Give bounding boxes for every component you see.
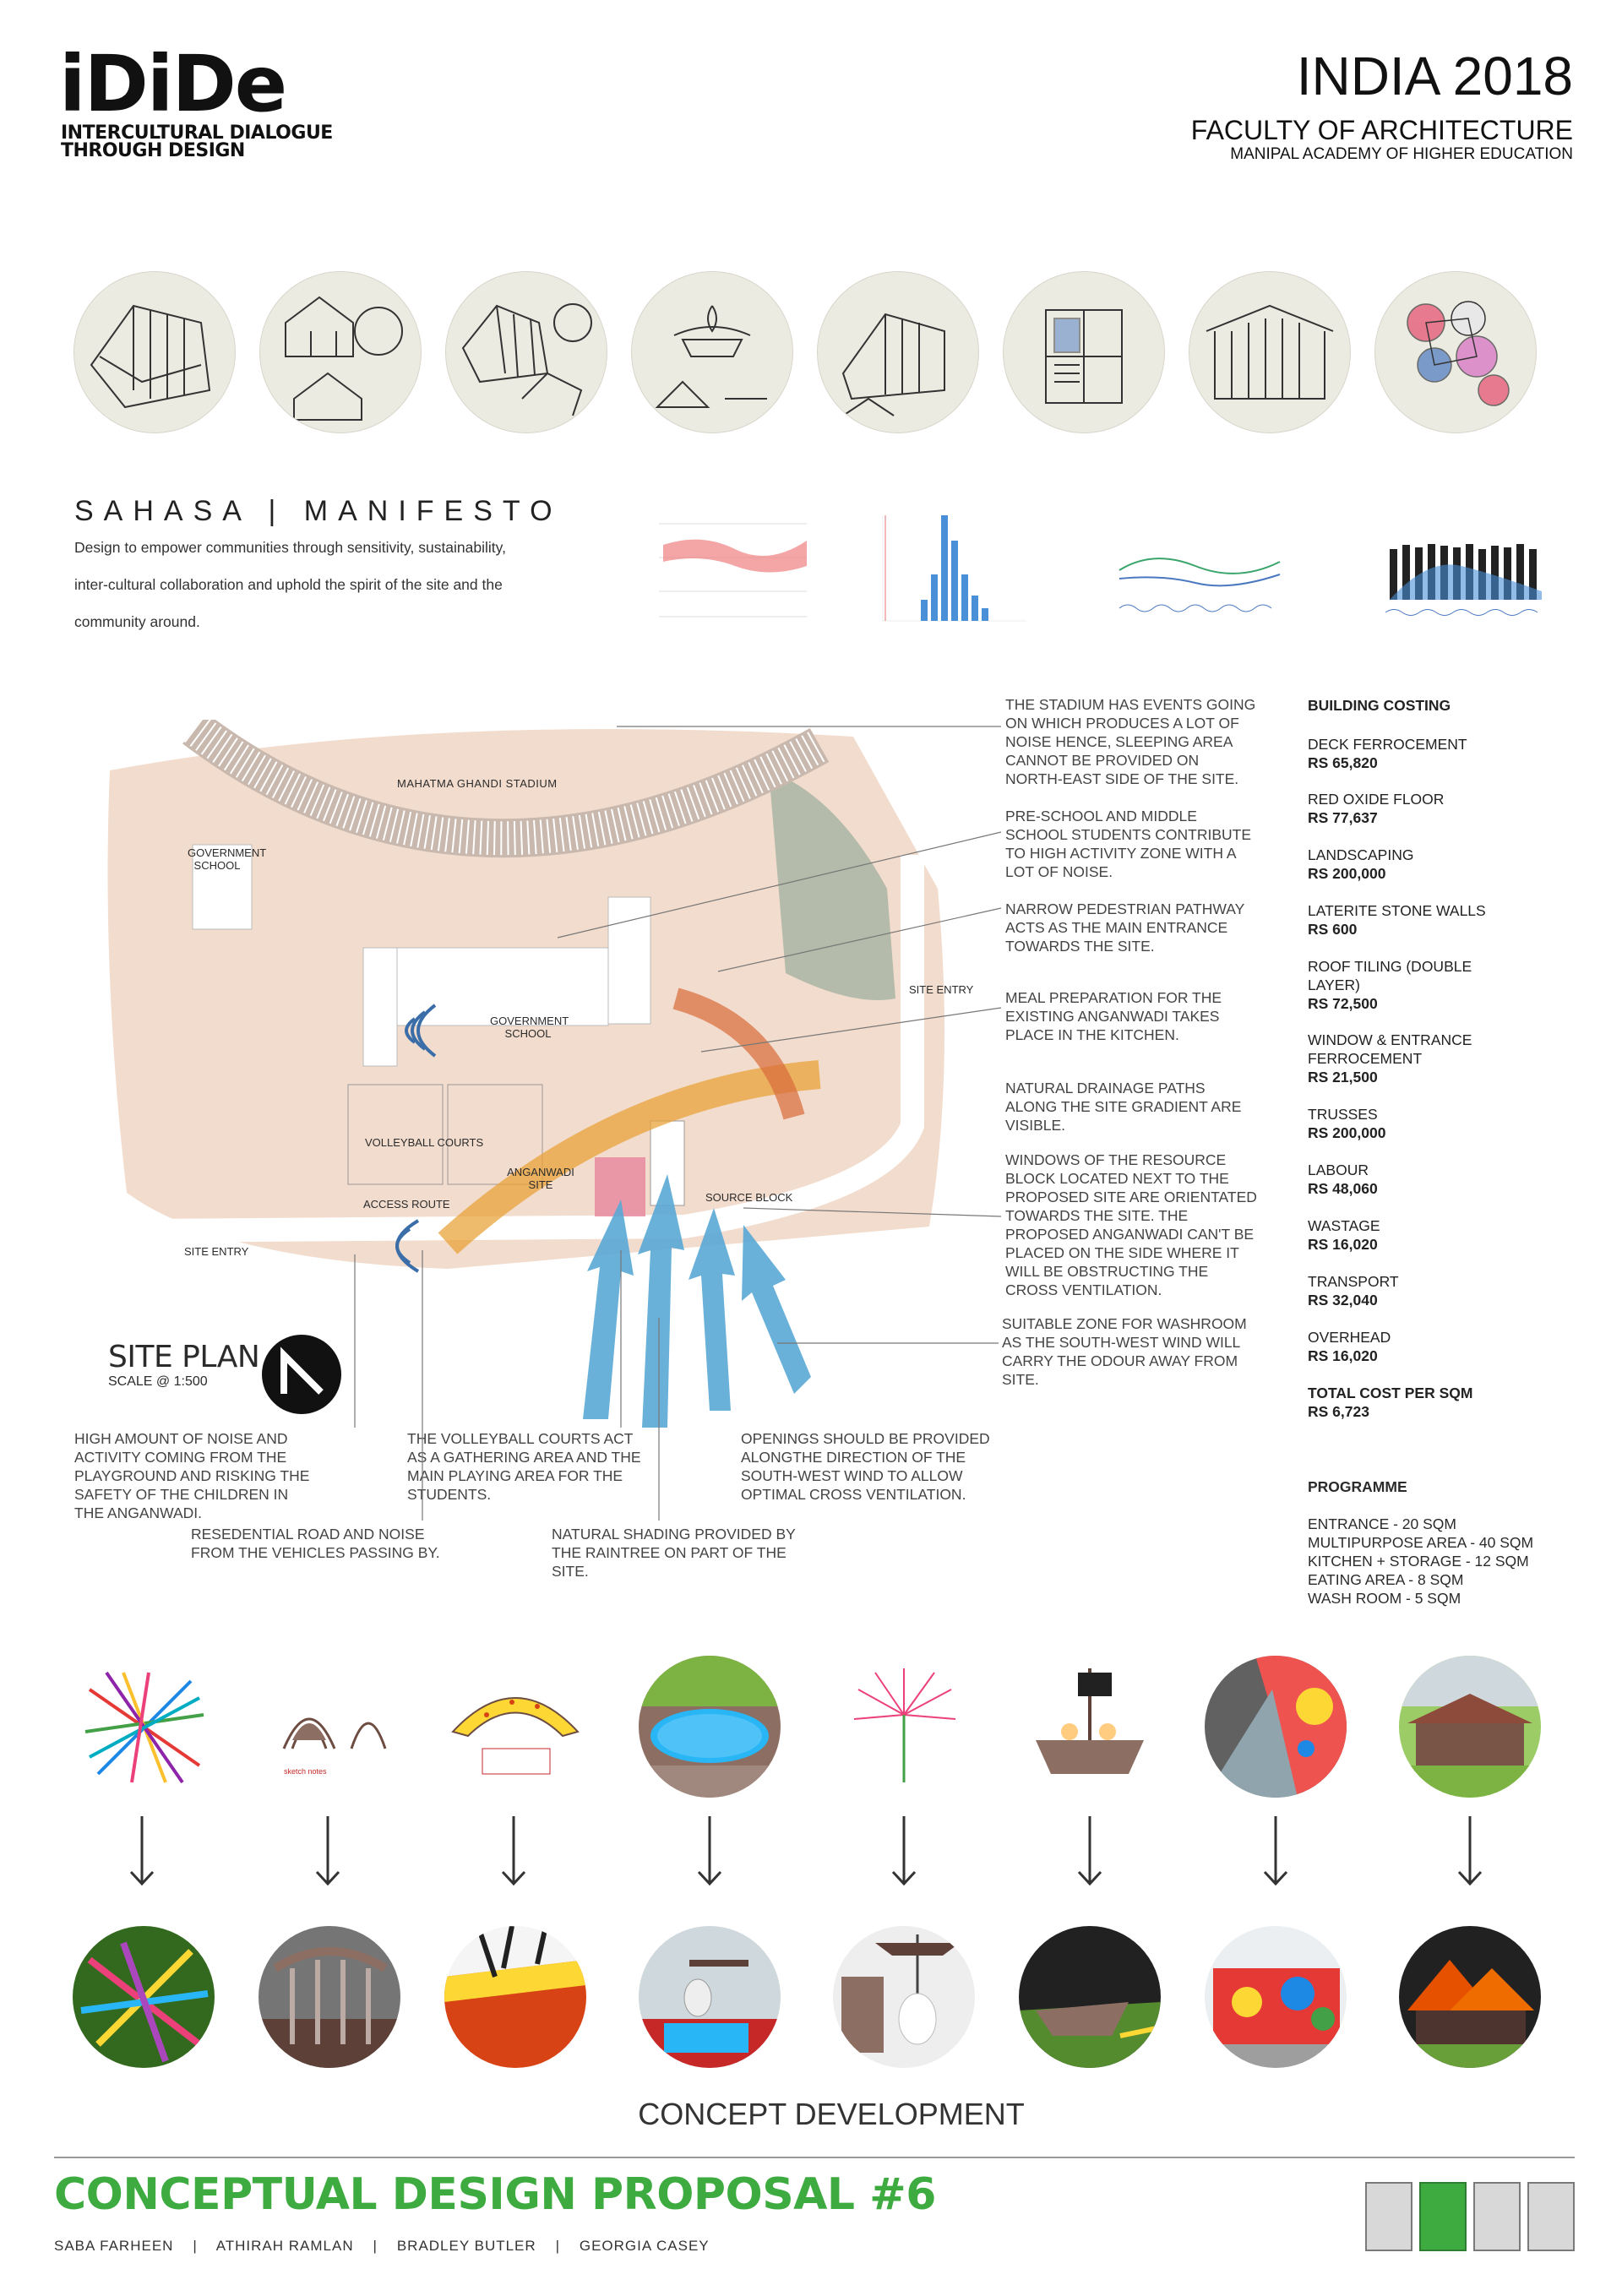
logo-mark: iDiDe (59, 39, 286, 129)
analysis-note: HIGH AMOUNT OF NOISE AND ACTIVITY COMING FROM THE PLAYGROUND AND RISKING THE SAFETY OF THE CHILDREN IN THE ANGANWADI. (74, 1430, 310, 1521)
footer-divider (54, 2157, 1575, 2158)
site-plan-scale: SCALE @ 1:500 (108, 1374, 208, 1389)
analysis-note: MEAL PREPARATION FOR THE EXISTING ANGANWADI TAKES PLACE IN THE KITCHEN. (1005, 989, 1222, 1043)
site-plan-title: SITE PLAN (108, 1340, 260, 1374)
header-faculty: FACULTY OF ARCHITECTURE (1190, 115, 1573, 145)
programme-title: PROGRAMME (1308, 1478, 1407, 1495)
cost-item (1308, 735, 1587, 772)
cost-value: RS 65,820 (1308, 754, 1378, 771)
cost-item (1308, 846, 1587, 883)
site-entry-label: SITE ENTRY (184, 1245, 249, 1258)
cost-label: WASTAGE (1308, 1217, 1380, 1234)
down-arrow-icon (0, 1816, 1622, 1892)
concept-inspiration-circle (1019, 1656, 1161, 1798)
proposal-title: CONCEPTUAL DESIGN PROPOSAL #6 (54, 2169, 936, 2220)
cost-value: RS 200,000 (1308, 865, 1386, 882)
programme-item: MULTIPURPOSE AREA - 40 SQM (1308, 1534, 1534, 1551)
cost-value: RS 21,500 (1308, 1069, 1378, 1085)
cost-label: LATERITE STONE WALLS (1308, 902, 1486, 919)
analysis-note: NATURAL SHADING PROVIDED BY THE RAINTREE ON PART OF THE SITE. (552, 1526, 796, 1580)
analysis-note: OPENINGS SHOULD BE PROVIDED ALONGTHE DIRECTION OF THE SOUTH-WEST WIND TO ALLOW OPTIMAL CROSS VENTILATION. (741, 1430, 990, 1503)
cost-label: LANDSCAPING (1308, 846, 1414, 863)
cost-item (1308, 957, 1510, 1013)
access-route-label: ACCESS ROUTE (363, 1198, 450, 1211)
analysis-note: THE VOLLEYBALL COURTS ACT AS A GATHERING AREA AND THE MAIN PLAYING AREA FOR THE STUDENTS. (407, 1430, 641, 1503)
concept-inspiration-circle (259, 1656, 400, 1798)
volleyball-label: VOLLEYBALL COURTS (365, 1136, 484, 1149)
concept-development-title: CONCEPT DEVELOPMENT (638, 2097, 1025, 2131)
cost-item (1308, 1031, 1510, 1086)
concept-inspiration-circle (1205, 1656, 1347, 1798)
cost-value: RS 600 (1308, 921, 1358, 938)
gov-school-label: GOVERNMENT SCHOOL (490, 1015, 569, 1040)
cost-item (1308, 1272, 1587, 1309)
concept-design-circle (259, 1926, 400, 2068)
cost-item (1308, 1161, 1587, 1198)
cost-label: LABOUR (1308, 1162, 1369, 1178)
cost-total (1308, 1384, 1587, 1421)
concept-design-circle (73, 1926, 215, 2068)
cost-item (1308, 790, 1587, 827)
anganwadi-label: ANGANWADI SITE (507, 1166, 574, 1191)
concept-inspiration-circle (1399, 1656, 1541, 1798)
cost-item (1308, 1328, 1587, 1365)
programme-item: WASH ROOM - 5 SQM (1308, 1590, 1461, 1607)
cost-item (1308, 1105, 1587, 1142)
site-entry-label: SITE ENTRY (909, 983, 974, 996)
analysis-note: WINDOWS OF THE RESOURCE BLOCK LOCATED NEXT TO THE PROPOSED SITE ARE ORIENTATED TOWARDS THE SITE. THE PROPOSED ANGANWADI CAN'T BE PLACED ON THE SIDE WHERE IT WILL BE OBSTRUCTING THE CROSS VENTILATION. (1005, 1151, 1257, 1298)
concept-inspiration-circle (73, 1656, 215, 1798)
cost-label: TOTAL COST PER SQM (1308, 1385, 1473, 1401)
cost-label: DECK FERROCEMENT (1308, 736, 1467, 753)
programme-item: ENTRANCE - 20 SQM (1308, 1515, 1456, 1532)
analysis-note: SUITABLE ZONE FOR WASHROOM AS THE SOUTH-WEST WIND WILL CARRY THE ODOUR AWAY FROM SITE. (1002, 1315, 1247, 1388)
concept-design-circle (1019, 1926, 1161, 2068)
cost-value: RS 77,637 (1308, 809, 1378, 826)
concept-design-circle (639, 1926, 781, 2068)
analysis-note: NATURAL DRAINAGE PATHS ALONG THE SITE GRADIENT ARE VISIBLE. (1005, 1080, 1242, 1134)
analysis-note: RESEDENTIAL ROAD AND NOISE FROM THE VEHICLES PASSING BY. (191, 1526, 440, 1561)
analysis-note: PRE-SCHOOL AND MIDDLE SCHOOL STUDENTS CONTRIBUTE TO HIGH ACTIVITY ZONE WITH A LOT OF NOISE. (1005, 808, 1252, 880)
cost-label: RED OXIDE FLOOR (1308, 791, 1445, 808)
stadium-label: MAHATMA GHANDI STADIUM (397, 777, 558, 790)
cost-label: TRANSPORT (1308, 1273, 1399, 1290)
cost-value: RS 72,500 (1308, 995, 1378, 1012)
page-indicator (1365, 2182, 1412, 2251)
page-indicator-active (1419, 2182, 1467, 2251)
concept-design-circle (833, 1926, 975, 2068)
manifesto-line: community around. (74, 613, 200, 630)
cost-value: RS 6,723 (1308, 1403, 1369, 1420)
programme-item: EATING AREA - 8 SQM (1308, 1571, 1464, 1588)
cost-item (1308, 1216, 1587, 1254)
cost-item (1308, 901, 1587, 939)
concept-inspiration-circle (639, 1656, 781, 1798)
header-title: INDIA 2018 (1296, 46, 1573, 106)
manifesto-title: SAHASA | MANIFESTO (74, 495, 563, 527)
gov-school-label: GOVERNMENT SCHOOL (188, 846, 267, 872)
page-indicator (1527, 2182, 1575, 2251)
manifesto-line: inter-cultural collaboration and uphold the spirit of the site and the (74, 576, 503, 593)
analysis-note: NARROW PEDESTRIAN PATHWAY ACTS AS THE MAIN ENTRANCE TOWARDS THE SITE. (1005, 900, 1244, 955)
concept-inspiration-circle (444, 1656, 586, 1798)
concept-design-circle (1399, 1926, 1541, 2068)
manifesto-line: Design to empower communities through sensitivity, sustainability, (74, 539, 506, 556)
cost-label: TRUSSES (1308, 1106, 1378, 1123)
svg-text:sketch notes: sketch notes (284, 1767, 327, 1776)
cost-label: WINDOW & ENTRANCE FERROCEMENT (1308, 1031, 1472, 1067)
concept-inspiration-circle (833, 1656, 975, 1798)
cost-label: OVERHEAD (1308, 1329, 1391, 1346)
programme-item: KITCHEN + STORAGE - 12 SQM (1308, 1553, 1529, 1570)
cost-value: RS 48,060 (1308, 1180, 1378, 1197)
concept-design-circle (444, 1926, 586, 2068)
team-members: SABA FARHEEN | ATHIRAH RAMLAN | BRADLEY BUTLER | GEORGIA CASEY (54, 2238, 710, 2254)
logo-tagline-1: INTERCULTURAL DIALOGUE (61, 122, 333, 144)
header-academy: MANIPAL ACADEMY OF HIGHER EDUCATION (1230, 145, 1573, 163)
cost-value: RS 32,040 (1308, 1292, 1378, 1309)
cost-label: ROOF TILING (DOUBLE LAYER) (1308, 958, 1472, 993)
logo-tagline-2: THROUGH DESIGN (61, 140, 245, 161)
costing-title: BUILDING COSTING (1308, 697, 1451, 714)
concept-design-circle (1205, 1926, 1347, 2068)
cost-value: RS 16,020 (1308, 1347, 1378, 1364)
cost-value: RS 16,020 (1308, 1236, 1378, 1253)
page-indicator (1473, 2182, 1521, 2251)
analysis-note: THE STADIUM HAS EVENTS GOING ON WHICH PRODUCES A LOT OF NOISE HENCE, SLEEPING AREA CANNOT BE PROVIDED ON NORTH-EAST SIDE OF THE SITE. (1005, 696, 1256, 787)
cost-value: RS 200,000 (1308, 1124, 1386, 1141)
resource-block-label: SOURCE BLOCK (705, 1191, 793, 1204)
